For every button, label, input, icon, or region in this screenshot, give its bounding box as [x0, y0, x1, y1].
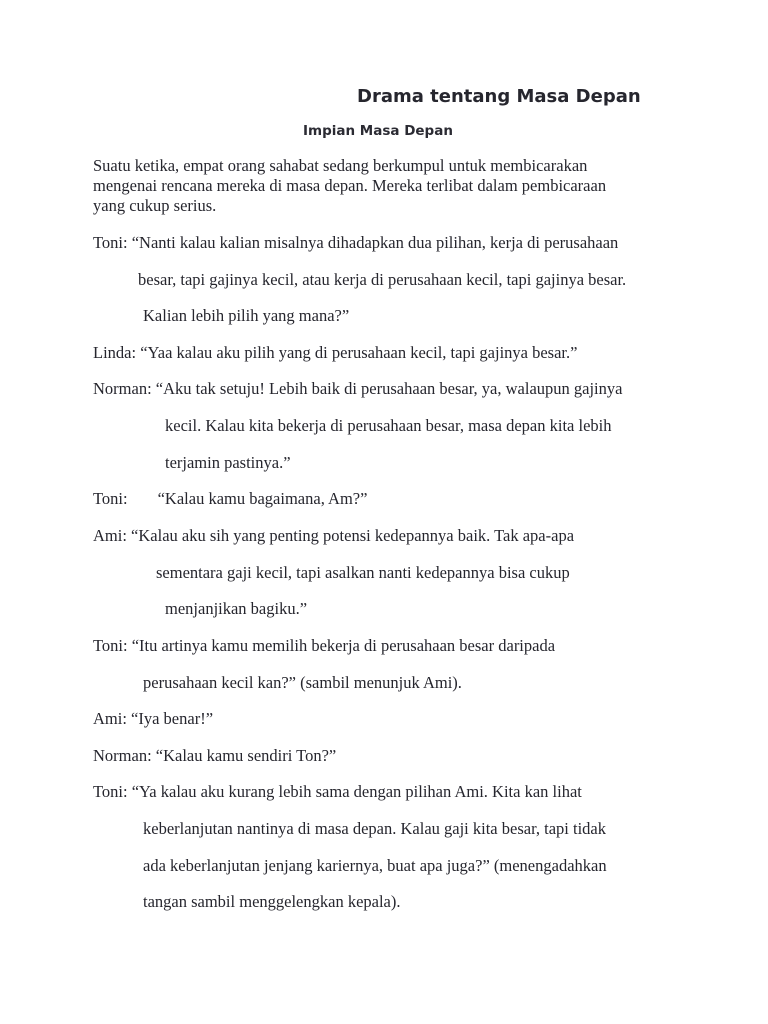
dialogue-line: terjamin pastinya.” [165, 453, 291, 472]
document-subtitle: Impian Masa Depan [303, 123, 453, 139]
dialogue-line [93, 489, 367, 509]
dialogue-line: perusahaan kecil kan?” (sambil menunjuk Ami). [143, 673, 462, 692]
dialogue-line: Toni: “Ya kalau aku kurang lebih sama dengan pilihan Ami. Kita kan lihat [93, 782, 582, 801]
dialogue-line: ada keberlanjutan jenjang kariernya, buat apa juga?” (menengadahkan [143, 856, 607, 875]
dialogue-line: Norman: “Kalau kamu sendiri Ton?” [93, 746, 337, 765]
dialogue-line: Linda: “Yaa kalau aku pilih yang di perusahaan kecil, tapi gajinya besar.” [93, 343, 578, 362]
intro-line: yang cukup serius. [93, 196, 217, 215]
dialogue-line: Toni: “Nanti kalau kalian misalnya dihadapkan dua pilihan, kerja di perusahaan [93, 233, 619, 252]
dialogue-line: Ami: “Kalau aku sih yang penting potensi kedepannya baik. Tak apa-apa [93, 526, 575, 545]
dialogue-line: sementara gaji kecil, tapi asalkan nanti kedepannya bisa cukup [156, 563, 570, 582]
speech-text: “Kalau kamu bagaimana, Am?” [157, 489, 368, 508]
dialogue-line: besar, tapi gajinya kecil, atau kerja di perusahaan kecil, tapi gajinya besar. [138, 270, 627, 289]
dialogue-line: keberlanjutan nantinya di masa depan. Kalau gaji kita besar, tapi tidak [143, 819, 607, 838]
dialogue-line: tangan sambil menggelengkan kepala). [143, 892, 401, 911]
dialogue-line: kecil. Kalau kita bekerja di perusahaan besar, masa depan kita lebih [165, 416, 612, 435]
intro-paragraph [93, 156, 693, 216]
document-title: Drama tentang Masa Depan [357, 86, 641, 107]
dialogue-line: menjanjikan bagiku.” [165, 599, 308, 618]
intro-line: Suatu ketika, empat orang sahabat sedang berkumpul untuk membicarakan [93, 156, 588, 175]
dialogue-line: Kalian lebih pilih yang mana?” [143, 306, 350, 325]
dialogue-line: Norman: “Aku tak setuju! Lebih baik di perusahaan besar, ya, walaupun gajinya [93, 379, 623, 398]
speaker-label: Toni: [93, 489, 128, 508]
dialogue-line: Toni: “Itu artinya kamu memilih bekerja di perusahaan besar daripada [93, 636, 556, 655]
intro-line: mengenai rencana mereka di masa depan. Mereka terlibat dalam pembicaraan [93, 176, 607, 195]
dialogue-line: Ami: “Iya benar!” [93, 709, 214, 728]
